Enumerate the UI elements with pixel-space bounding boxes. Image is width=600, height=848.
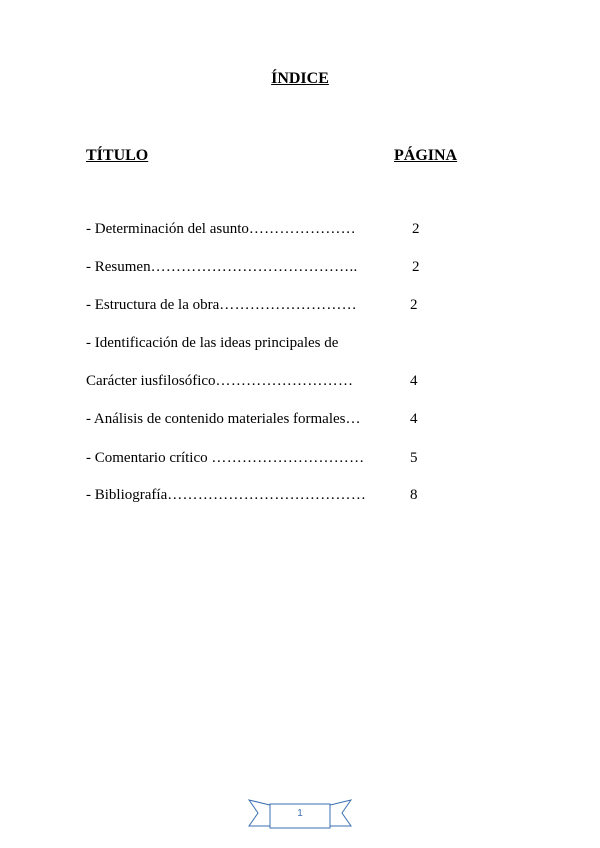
toc-leader-dots: ………………………: [215, 373, 354, 389]
toc-entry-text: - Comentario crítico: [86, 450, 212, 466]
toc-entry-text: Carácter iusfilosófico: [86, 373, 216, 389]
toc-entry-page: 8: [410, 487, 418, 503]
toc-entry: [86, 373, 353, 390]
page-column-header: PÁGINA: [394, 147, 458, 164]
toc-entry-page: 2: [412, 221, 420, 237]
toc-entry-text: - Determinación del asunto: [86, 221, 249, 237]
toc-entry: [86, 297, 357, 314]
toc-entry: [86, 335, 338, 352]
title-column-header: TÍTULO: [86, 147, 149, 164]
toc-entry-page: 5: [410, 450, 418, 466]
toc-leader-dots: ………………………: [219, 297, 357, 313]
page-number: 1: [297, 808, 303, 819]
toc-entry: [86, 411, 361, 428]
toc-leader-dots: …………………: [248, 221, 356, 237]
toc-entry-text: - Resumen: [86, 259, 151, 275]
toc-entry: [86, 450, 364, 467]
index-heading: ÍNDICE: [271, 70, 329, 87]
toc-entry-page: 2: [410, 297, 418, 313]
toc-entry: [86, 259, 358, 276]
toc-leader-dots: …………………………: [211, 450, 365, 466]
toc-entry-page: 4: [410, 373, 418, 389]
toc-leader-dots: …: [345, 411, 361, 427]
toc-entry: [86, 221, 356, 238]
toc-entry-text: - Bibliografía: [86, 487, 168, 503]
toc-entry-text: - Estructura de la obra: [86, 297, 220, 313]
toc-leader-dots: …………………………………..: [150, 259, 358, 275]
toc-entry-page: 4: [410, 411, 418, 427]
toc-leader-dots: …………………………………: [167, 487, 367, 503]
toc-entry-page: 2: [412, 259, 420, 275]
toc-entry-text: - Identificación de las ideas principales de: [86, 335, 339, 351]
toc-entry-text: - Análisis de contenido materiales formales: [86, 411, 346, 427]
toc-entry: [86, 487, 366, 504]
